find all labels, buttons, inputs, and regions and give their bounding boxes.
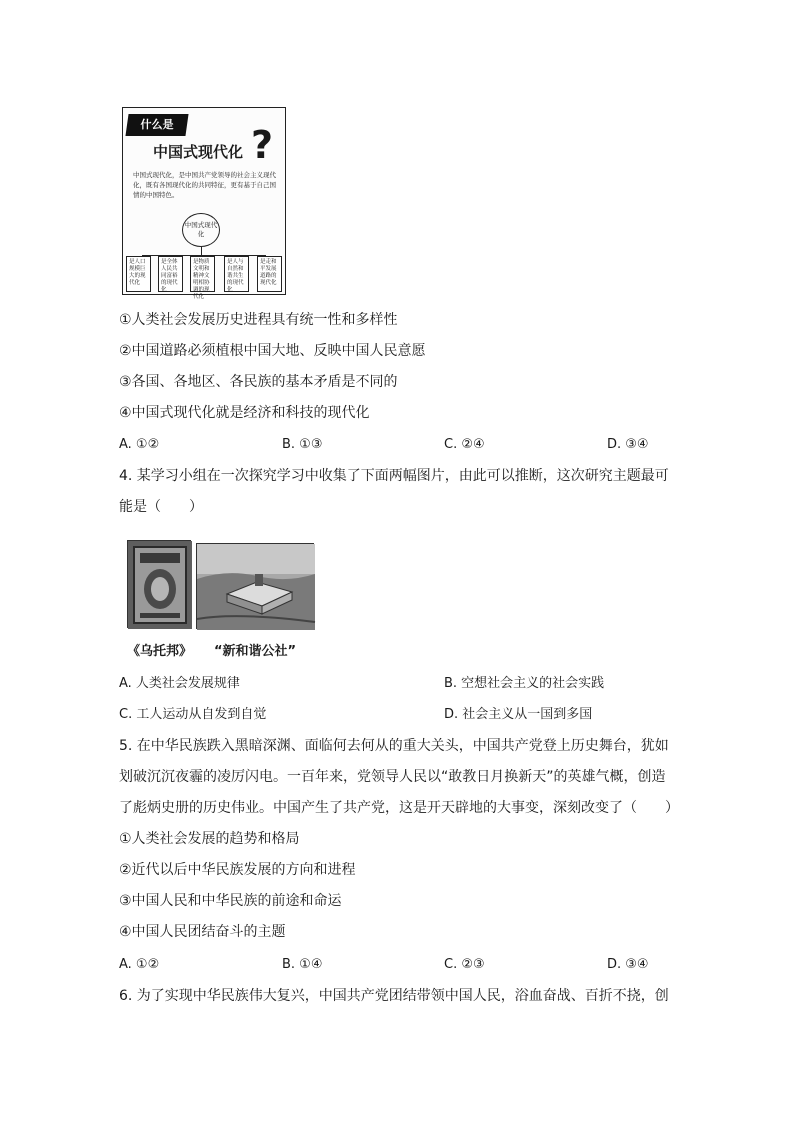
q4-stem-line-2: 能是（ ） xyxy=(119,499,203,515)
q4-option-c[interactable]: C. 工人运动从自发到自觉 xyxy=(119,707,267,722)
q5-option-b[interactable]: B. ①④ xyxy=(282,957,323,972)
q4-option-b[interactable]: B. 空想社会主义的社会实践 xyxy=(444,676,605,691)
new-harmony-drawing xyxy=(197,544,315,630)
q5-statement-1: ①人类社会发展的趋势和格局 xyxy=(119,831,300,847)
poster-body-text: 中国式现代化，是中国共产党领导的社会主义现代化，既有各国现代化的共同特征，更有基于自己国情的中国特色。 xyxy=(133,171,276,199)
utopia-book-cover-image xyxy=(127,540,191,628)
q3-statement-3: ③各国、各地区、各民族的基本矛盾是不同的 xyxy=(119,374,398,390)
q5-statement-4: ④中国人民团结奋斗的主题 xyxy=(119,924,286,940)
q3-statement-2: ②中国道路必须植根中国大地、反映中国人民意愿 xyxy=(119,343,426,359)
poster-title: 中国式现代化 xyxy=(153,143,244,161)
q5-option-a[interactable]: A. ①② xyxy=(119,957,160,972)
q5-statement-2: ②近代以后中华民族发展的方向和进程 xyxy=(119,862,356,878)
poster-box-2: 是全体人民共同富裕的现代化 xyxy=(158,256,183,292)
q4-stem-line-1: 4. 某学习小组在一次探究学习中收集了下面两幅图片，由此可以推断，这次研究主题最可 xyxy=(119,468,669,484)
modernization-poster-figure xyxy=(122,107,286,300)
q6-stem-line-1: 6. 为了实现中华民族伟大复兴，中国共产党团结带领中国人民，浴血奋战、百折不挠，创 xyxy=(119,988,669,1004)
utopia-book-cover-drawing xyxy=(128,541,192,629)
q4-option-a[interactable]: A. 人类社会发展规律 xyxy=(119,676,240,691)
q5-stem-line-1: 5. 在中华民族跌入黑暗深渊、面临何去何从的重大关头，中国共产党登上历史舞台，犹如 xyxy=(119,738,669,754)
q5-option-c[interactable]: C. ②③ xyxy=(444,957,485,972)
q3-option-d[interactable]: D. ③④ xyxy=(607,437,649,452)
poster-connector-stem xyxy=(201,247,202,255)
poster-tag-text: 什么是 xyxy=(140,118,174,131)
poster-tag xyxy=(125,114,188,136)
caption-utopia: 《乌托邦》 xyxy=(127,644,193,659)
q3-option-c[interactable]: C. ②④ xyxy=(444,437,485,452)
q3-statement-1: ①人类社会发展历史进程具有统一性和多样性 xyxy=(119,312,398,328)
q3-option-a[interactable]: A. ①② xyxy=(119,437,160,452)
poster-box-3: 是物质文明和精神文明相协调的现代化 xyxy=(190,256,215,292)
poster-center-node: 中国式现代化 xyxy=(182,213,220,247)
q5-stem-line-3: 了彪炳史册的历史伟业。中国产生了共产党，这是开天辟地的大事变，深刻改变了（ ） xyxy=(119,800,679,816)
poster-box-5: 是走和平发展道路的现代化 xyxy=(257,256,282,292)
poster-box-1: 是人口规模巨大的现代化 xyxy=(126,256,151,292)
q5-statement-3: ③中国人民和中华民族的前途和命运 xyxy=(119,893,342,909)
caption-new-harmony: “新和谐公社” xyxy=(214,644,297,659)
new-harmony-community-image xyxy=(196,543,314,629)
q5-option-d[interactable]: D. ③④ xyxy=(607,957,649,972)
q3-option-b[interactable]: B. ①③ xyxy=(282,437,323,452)
poster-box-4: 是人与自然和谐共生的现代化 xyxy=(224,256,249,292)
question-mark-icon: ? xyxy=(251,123,274,167)
q4-option-d[interactable]: D. 社会主义从一国到多国 xyxy=(444,707,593,722)
q3-statement-4: ④中国式现代化就是经济和科技的现代化 xyxy=(119,405,370,421)
q5-stem-line-2: 划破沉沉夜霾的凌厉闪电。一百年来，党领导人民以“敢教日月换新天”的英雄气概，创造 xyxy=(119,769,666,785)
